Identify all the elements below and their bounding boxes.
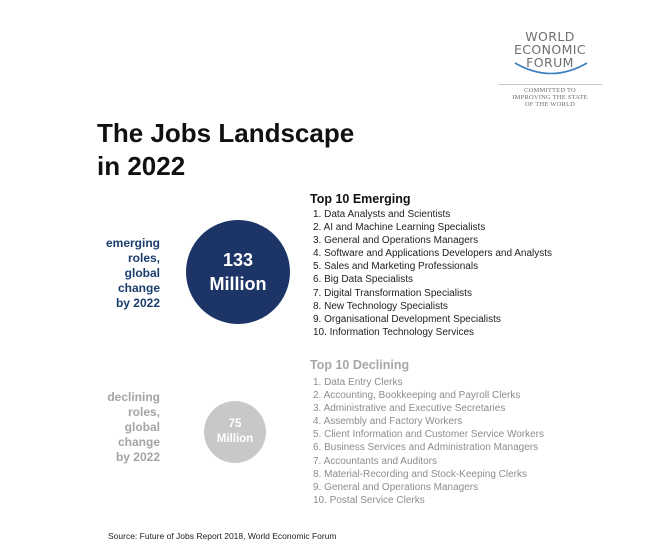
logo-line-economic: ECONOMIC [513, 42, 587, 57]
declining-caption-line: roles, [127, 405, 160, 419]
declining-caption-line: declining [107, 390, 160, 404]
logo-tagline-line-2: IMPROVING THE STATE [512, 94, 588, 101]
logo-tagline [490, 87, 610, 108]
list-item: 2. Accounting, Bookkeeping and Payroll Clerks [313, 390, 521, 402]
logo-line-world: WORLD [525, 29, 575, 44]
list-item: 8. Material-Recording and Stock-Keeping Clerks [313, 468, 527, 480]
declining-caption-line: global [124, 420, 160, 434]
list-item: 1. Data Analysts and Scientists [313, 209, 451, 220]
list-item: 9. Organisational Development Specialists [313, 313, 501, 325]
list-item: 3. Administrative and Executive Secretaries [313, 403, 506, 415]
list-item: 6. Business Services and Administration Managers [313, 442, 539, 454]
emerging-total-unit: Million [209, 274, 267, 294]
list-item: 5. Client Information and Customer Service Workers [313, 429, 545, 441]
logo-swoosh-icon [511, 60, 591, 76]
title-line-1: The Jobs Landscape [97, 118, 355, 148]
list-item: 5. Sales and Marketing Professionals [313, 261, 479, 273]
declining-total-unit: Million [216, 433, 254, 445]
logo-tagline-line-1: COMMITTED TO [524, 87, 576, 94]
list-item: 4. Assembly and Factory Workers [313, 416, 463, 428]
logo-tagline-line-3: OF THE WORLD [524, 101, 576, 108]
page-title [97, 117, 354, 183]
logo-line-forum: FORUM [526, 55, 574, 70]
emerging-caption-line: roles, [127, 251, 160, 265]
list-item: 9. General and Operations Managers [313, 481, 479, 493]
declining-list-heading: Top 10 Declining [310, 358, 410, 372]
emerging-total-circle [186, 220, 290, 324]
list-item: 8. New Technology Specialists [313, 300, 448, 312]
logo-divider [498, 84, 602, 85]
emerging-jobs-list [313, 208, 552, 339]
declining-caption-line: change [117, 435, 160, 449]
emerging-caption-line: emerging [105, 236, 160, 250]
list-item: 10. Postal Service Clerks [313, 494, 425, 506]
emerging-list-heading: Top 10 Emerging [310, 192, 411, 206]
emerging-total-value: 133 [222, 250, 254, 270]
declining-total-value: 75 [228, 418, 242, 430]
title-line-2: in 2022 [97, 151, 186, 181]
emerging-caption-line: by 2022 [115, 296, 160, 310]
list-item: 6. Big Data Specialists [313, 274, 414, 286]
emerging-caption [100, 236, 160, 311]
list-item: 1. Data Entry Clerks [313, 377, 403, 388]
list-item: 2. AI and Machine Learning Specialists [313, 222, 486, 234]
declining-jobs-list [313, 376, 544, 507]
list-item: 3. General and Operations Managers [313, 235, 479, 247]
declining-caption-line: by 2022 [115, 450, 160, 464]
list-item: 7. Digital Transformation Specialists [313, 287, 472, 299]
list-item: 4. Software and Applications Developers and Analysts [313, 248, 553, 260]
list-item: 7. Accountants and Auditors [313, 455, 437, 467]
declining-total-circle [204, 401, 266, 463]
source-note: Source: Future of Jobs Report 2018, World Economic Forum [108, 531, 337, 541]
wef-logo [490, 30, 610, 108]
declining-caption [100, 390, 160, 465]
emerging-caption-line: change [117, 281, 160, 295]
emerging-caption-line: global [124, 266, 160, 280]
list-item: 10. Information Technology Services [313, 326, 475, 338]
